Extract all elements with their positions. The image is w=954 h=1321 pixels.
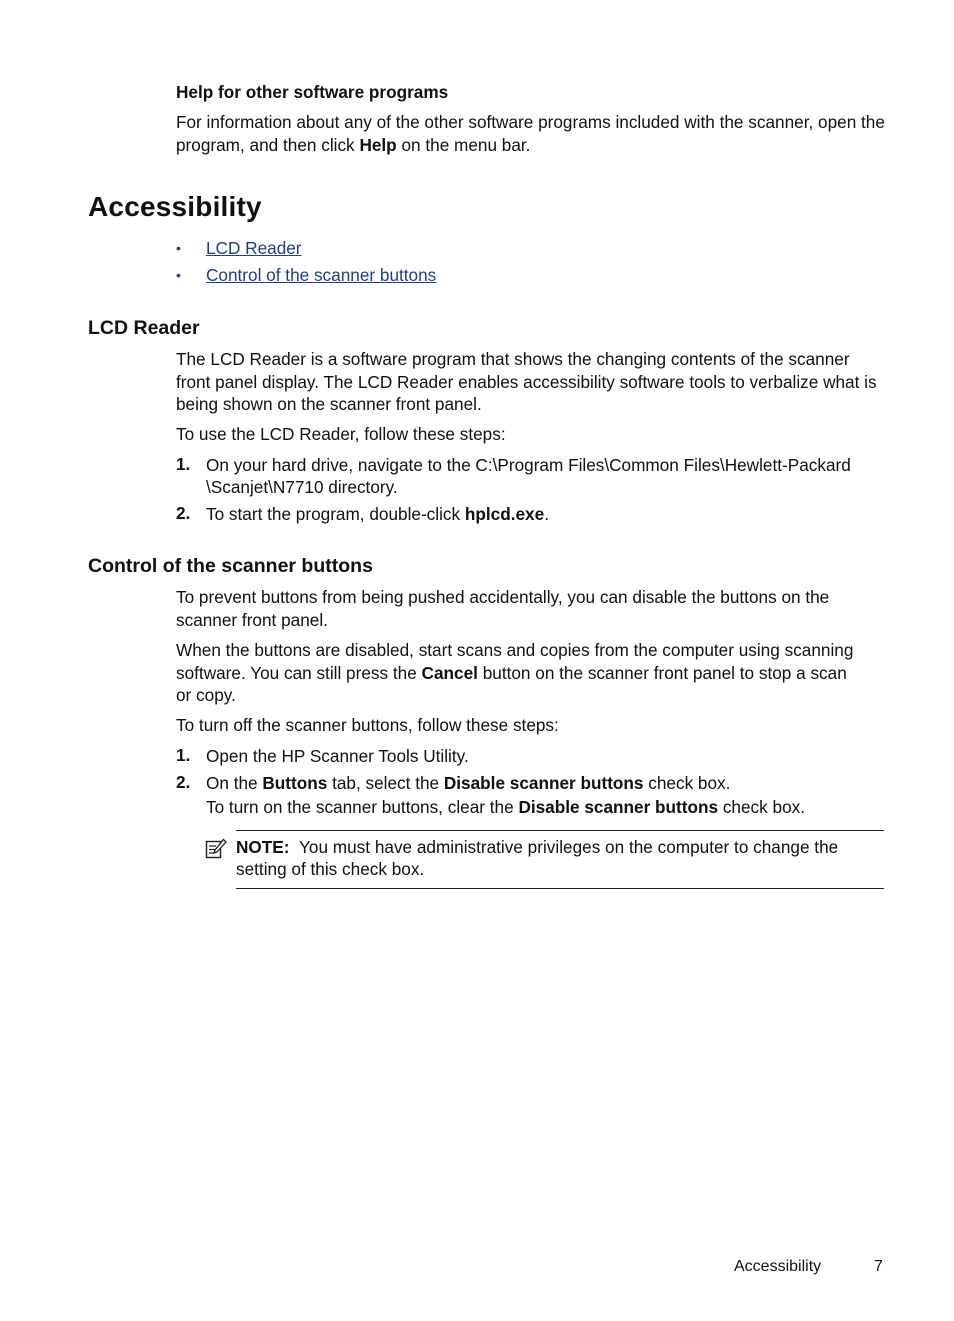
- step-text: On your hard drive, navigate to the C:\Program Files\Common Files\Hewlett-Packard: [206, 455, 851, 475]
- step-text: [206, 772, 730, 795]
- disable-buttons-term: Disable scanner buttons: [443, 773, 644, 793]
- help-other-paragraph: [176, 111, 888, 156]
- step-subtext: [206, 796, 805, 819]
- step-text: [206, 503, 549, 526]
- step2-text: tab, select the: [327, 773, 444, 793]
- page-number: 7: [874, 1258, 883, 1275]
- help-menu-term: Help: [359, 134, 397, 155]
- lcd-reader-intro: To use the LCD Reader, follow these steps:: [176, 424, 506, 444]
- help-other-text-before: For information about any of the other software programs included with the scanner, open the program, and then click: [176, 112, 885, 155]
- buttons-tab-term: Buttons: [262, 773, 328, 793]
- help-other-heading: Help for other software programs: [176, 82, 449, 102]
- bullet-icon: •: [176, 267, 181, 283]
- para2-text-before: software. You can still press the: [176, 663, 422, 683]
- section-heading-scanner-buttons: Control of the scanner buttons: [88, 555, 373, 577]
- step2-sub-text: check box.: [718, 797, 805, 817]
- scanner-buttons-description: To prevent buttons from being pushed accidentally, you can disable the buttons on the scanner front panel.: [176, 587, 830, 630]
- step-text-before: To start the program, double-click: [206, 504, 465, 524]
- footer-section-name: Accessibility: [734, 1258, 822, 1275]
- scanner-buttons-para2-line2: [176, 662, 847, 685]
- note-text: You must have administrative privileges on the computer to change the: [299, 837, 839, 857]
- step-number: 2.: [176, 503, 191, 523]
- note-text-line2: setting of this check box.: [236, 859, 425, 879]
- step2-sub-text: To turn on the scanner buttons, clear the: [206, 797, 519, 817]
- link-control-scanner-buttons[interactable]: Control of the scanner buttons: [206, 265, 437, 285]
- step2-text: check box.: [643, 773, 731, 793]
- bullet-icon: •: [176, 240, 181, 256]
- scanner-buttons-intro: To turn off the scanner buttons, follow these steps:: [176, 715, 559, 735]
- disable-buttons-term: Disable scanner buttons: [518, 797, 719, 817]
- section-heading-lcd-reader: LCD Reader: [88, 317, 200, 339]
- scanner-buttons-para2-line3: or copy.: [176, 685, 236, 705]
- link-lcd-reader[interactable]: LCD Reader: [206, 238, 302, 258]
- step-text: Open the HP Scanner Tools Utility.: [206, 746, 469, 766]
- step-number: 2.: [176, 772, 191, 792]
- step-text-after: .: [544, 504, 549, 524]
- filename-term: hplcd.exe: [464, 504, 545, 524]
- step2-text: On the: [206, 773, 263, 793]
- lcd-reader-description: The LCD Reader is a software program that shows the changing contents of the scanner front panel display. The LCD Reader enables accessibility software tools to verbalize what is being shown on the scanner front panel.: [176, 349, 877, 414]
- para2-text-after: button on the scanner front panel to stop a scan: [477, 663, 847, 683]
- note-icon: [205, 838, 227, 860]
- note-label: NOTE:: [236, 837, 290, 857]
- page-title: Accessibility: [88, 191, 262, 222]
- step-number: 1.: [176, 454, 191, 474]
- scanner-buttons-para2-line1: When the buttons are disabled, start scans and copies from the computer using scanning: [176, 640, 854, 660]
- help-other-text-after: on the menu bar.: [396, 134, 531, 155]
- step-number: 1.: [176, 745, 191, 765]
- step-text: \Scanjet\N7710 directory.: [206, 477, 398, 497]
- note-text-line1: [236, 836, 838, 859]
- cancel-term: Cancel: [421, 663, 478, 683]
